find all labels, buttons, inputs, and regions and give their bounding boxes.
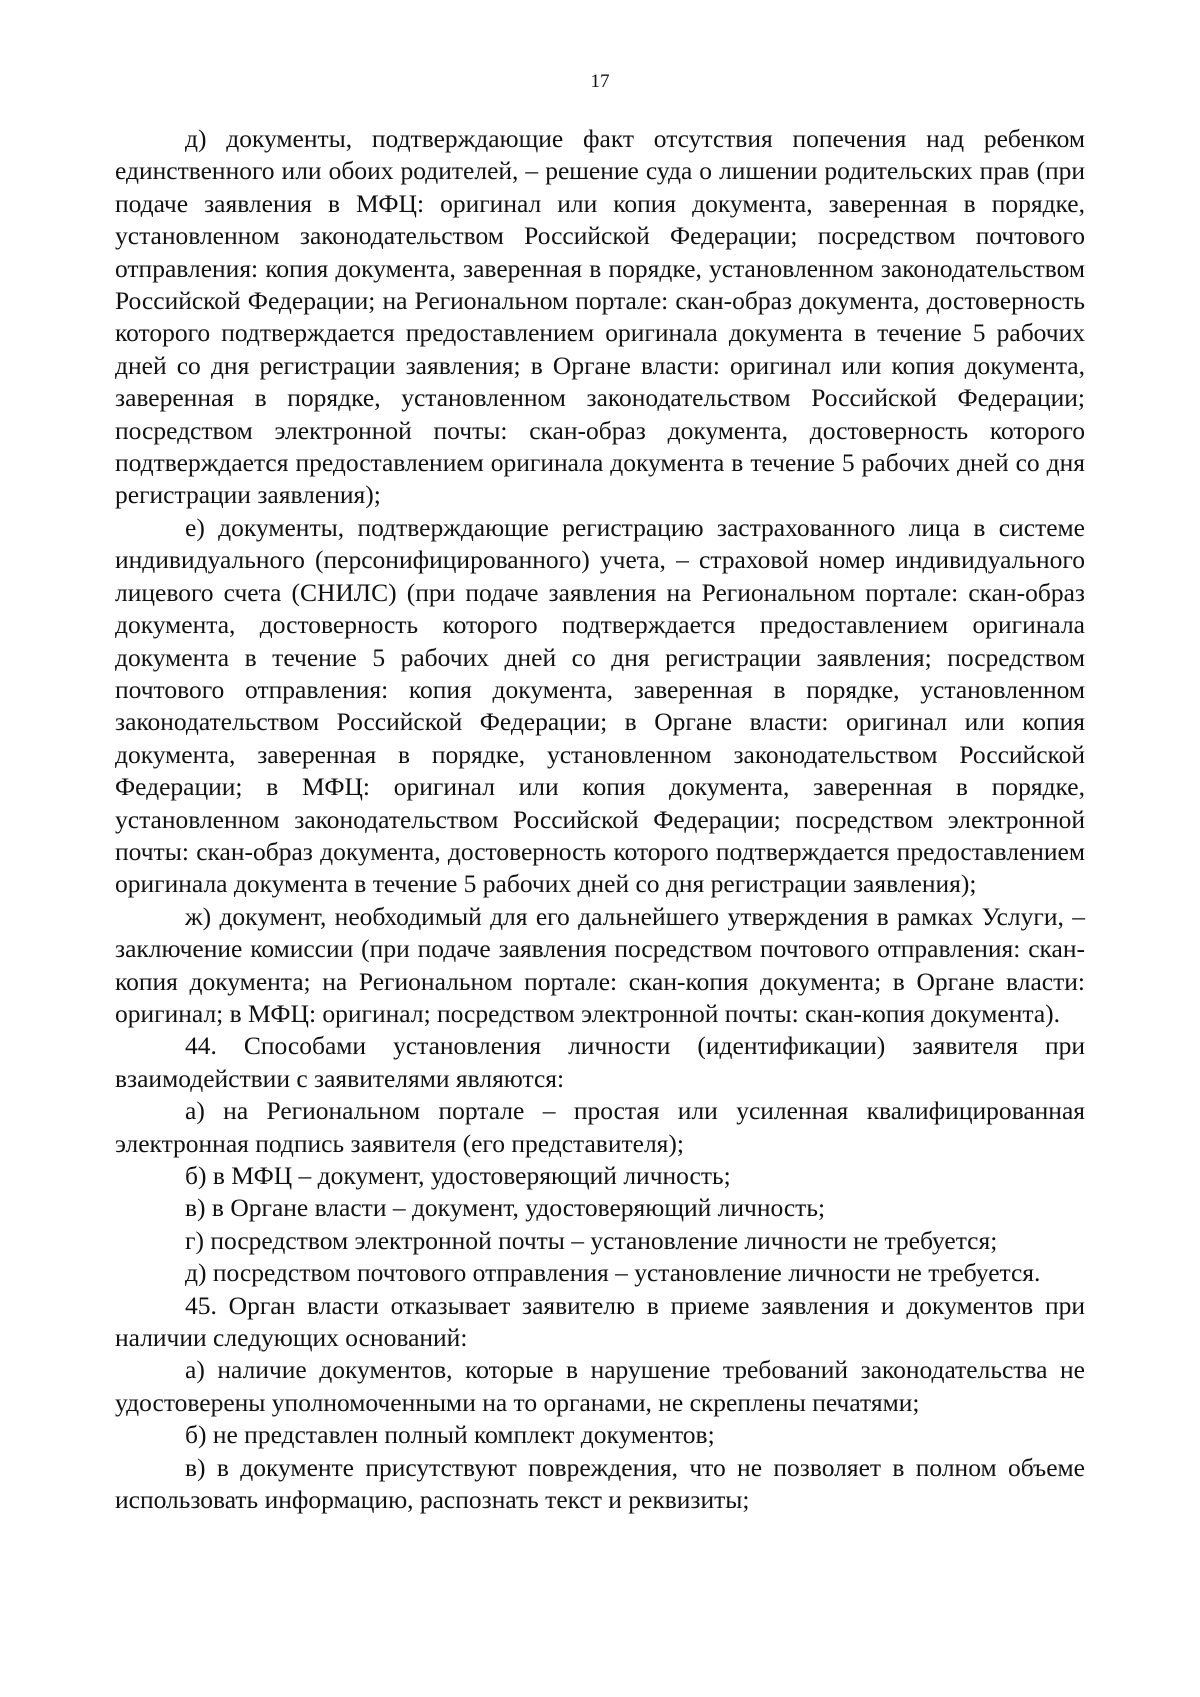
paragraph-44g-email: г) посредством электронной почты – установление личности не требуется; xyxy=(185,1225,998,1255)
paragraph-zh-commission-conclusion: ж) документ, необходимый для его дальнейшего утверждения в рамках Услуги, – заключение комиссии (при подаче заявления посредством почтового отправления: скан-копия документа; на Региональном портале: скан-копия документа; в Органе власти: оригинал; в МФЦ: оригинал; посредством электронной почты: скан-копия документа). xyxy=(115,901,1085,1028)
paragraph-44b-mfc: б) в МФЦ – документ, удостоверяющий личность; xyxy=(185,1161,731,1190)
paragraph-e-snils: е) документы, подтверждающие регистрацию застрахованного лица в системе индивидуального (персонифицированного) учета, – страховой номер индивидуального лицевого счета (СНИЛС) (при подаче заявления на Региональном портале: скан-образ документа, достоверность которого подтверждается предоставлением оригинала документа в течение 5 рабочих дней со дня регистрации заявления; посредством почтового отправления: копия документа, заверенная в порядке, установленном законодательством Российской Федерации; в Органе власти: оригинал или копия документа, заверенная в порядке, установленном законодательством Российской Федерации; в МФЦ: оригинал или копия документа, заверенная в порядке, установленном законодательством Российской Федерации; посредством электронной почты: скан-образ документа, достоверность которого подтверждается предоставлением оригинала документа в течение 5 рабочих дней со дня регистрации заявления); xyxy=(115,512,1085,899)
paragraph-45-refusal-grounds: 45. Орган власти отказывает заявителю в приеме заявления и документов при наличии следующих оснований: xyxy=(115,1290,1085,1353)
document-body xyxy=(115,123,1085,1516)
paragraph-44v-authority: в) в Органе власти – документ, удостоверяющий личность; xyxy=(185,1193,826,1223)
paragraph-45a-uncertified-documents: а) наличие документов, которые в нарушение требований законодательства не удостоверены уполномоченными на то органами, не скреплены печатями; xyxy=(115,1355,1085,1417)
paragraph-45v-damaged-document: в) в документе присутствуют повреждения, что не позволяет в полном объеме использовать информацию, распознать текст и реквизиты; xyxy=(115,1452,1085,1515)
paragraph-44-identification-methods: 44. Способами установления личности (идентификации) заявителя при взаимодействии с заявителями являются: xyxy=(115,1031,1085,1093)
page-number: 17 xyxy=(590,71,610,92)
paragraph-44d-post: д) посредством почтового отправления – установление личности не требуется. xyxy=(185,1258,1041,1288)
paragraph-45b-incomplete-set: б) не представлен полный комплект документов; xyxy=(185,1420,715,1450)
paragraph-44a-regional-portal: а) на Региональном портале – простая или усиленная квалифицированная электронная подпись заявителя (его представителя); xyxy=(115,1096,1085,1158)
paragraph-d-documents-guardianship: д) документы, подтверждающие факт отсутствия попечения над ребенком единственного или обоих родителей, – решение суда о лишении родительских прав (при подаче заявления в МФЦ: оригинал или копия документа, заверенная в порядке, установленном законодательством Российской Федерации; посредством почтового отправления: копия документа, заверенная в порядке, установленном законодательством Российской Федерации; на Региональном портале: скан-образ документа, достоверность которого подтверждается предоставлением оригинала документа в течение 5 рабочих дней со дня регистрации заявления; в Органе власти: оригинал или копия документа, заверенная в порядке, установленном законодательством Российской Федерации; посредством электронной почты: скан-образ документа, достоверность которого подтверждается предоставлением оригинала документа в течение 5 рабочих дней со дня регистрации заявления); xyxy=(115,124,1085,510)
